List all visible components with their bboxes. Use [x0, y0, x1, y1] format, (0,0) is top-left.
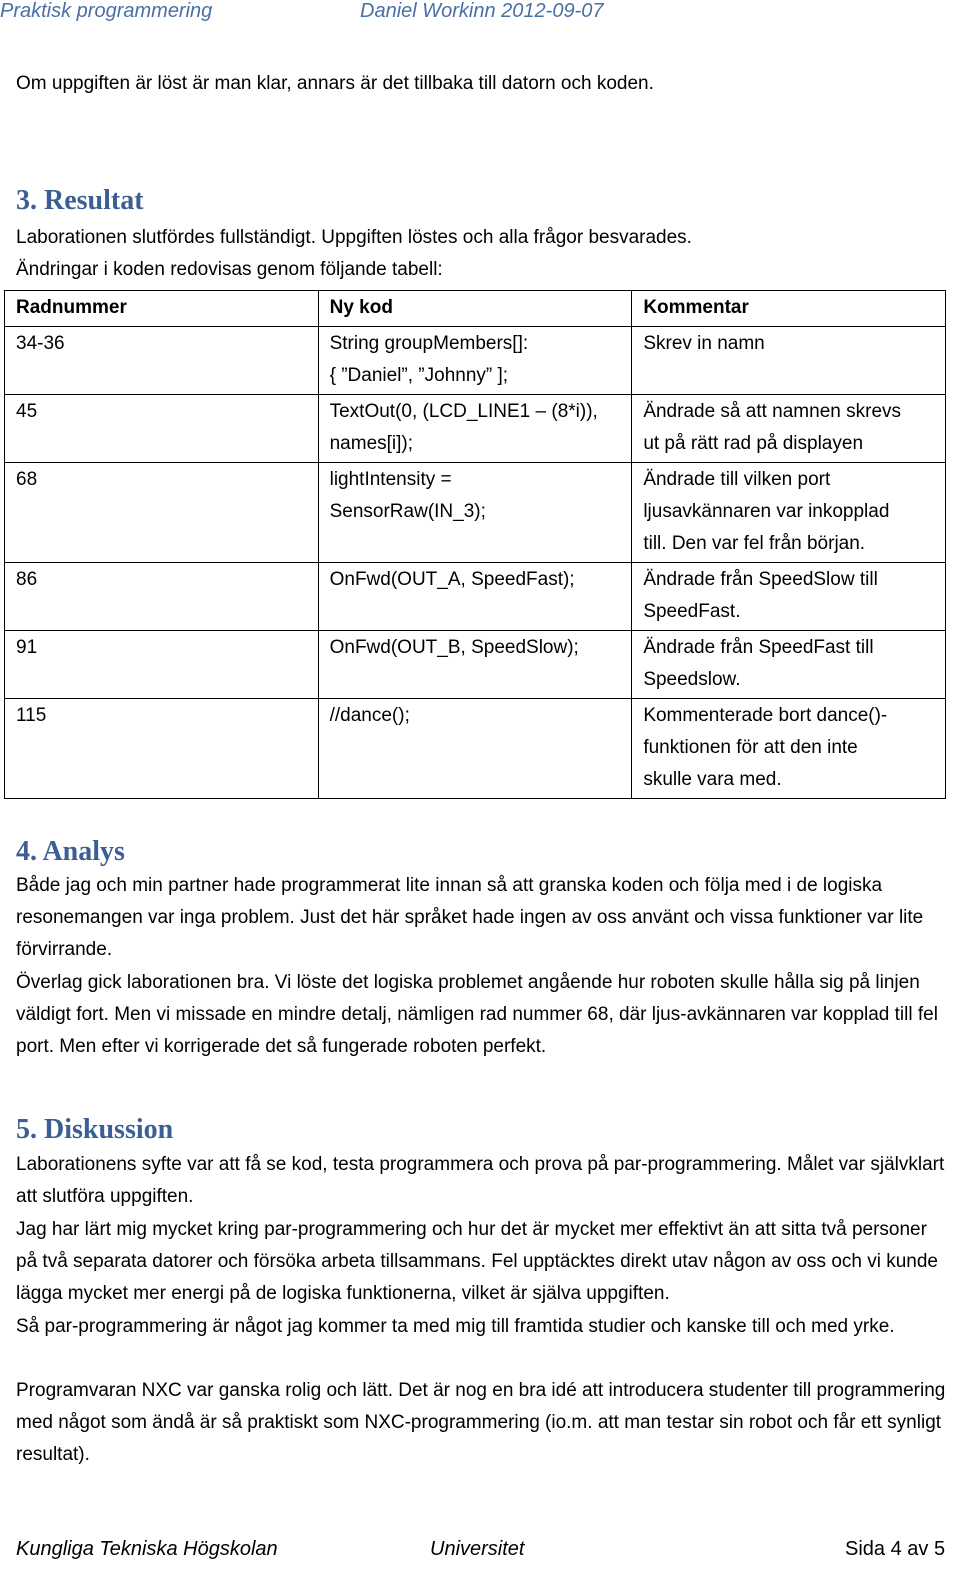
column-header-code: Ny kod	[318, 291, 632, 327]
comment-line: Kommenterade bort dance()-	[643, 705, 888, 726]
analysis-paragraph-1: Både jag och min partner hade programmerat lite innan så att granska koden och följa med i de logiska resonemangen var inga problem. Just det här språket hade ingen av oss använt och vissa funktioner var lite förvirrande.	[16, 875, 924, 960]
cell-line: 86	[5, 563, 319, 631]
analysis-heading: 4. Analys	[16, 836, 125, 867]
header-course: Praktisk programmering	[0, 0, 213, 22]
comment-line: till. Den var fel från början.	[643, 533, 866, 554]
cell-line: 45	[5, 395, 319, 463]
code-line: TextOut(0, (LCD_LINE1 – (8*i)),	[329, 401, 598, 422]
results-heading: 3. Resultat	[16, 185, 144, 216]
column-header-comment: Kommentar	[632, 291, 946, 327]
comment-line: Skrev in namn	[643, 333, 765, 354]
table-row	[5, 395, 946, 463]
results-line-1: Laborationen slutfördes fullständigt. Uppgiften löstes och alla frågor besvarades.	[16, 227, 692, 248]
page-header	[0, 0, 960, 28]
code-line: SensorRaw(IN_3);	[329, 501, 486, 522]
comment-line: SpeedFast.	[643, 601, 741, 622]
cell-comment	[632, 563, 946, 631]
discussion-paragraph-4: Programvaran NXC var ganska rolig och lätt. Det är nog en bra idé att introducera studenter till programmering med något som ändå är så praktiskt som NXC-programmering (io.m. att man testar sin robot och får ett synligt resultat).	[16, 1380, 946, 1465]
cell-code	[318, 395, 632, 463]
comment-line: Ändrade från SpeedFast till	[643, 637, 874, 658]
cell-comment	[632, 699, 946, 799]
cell-line: 34-36	[5, 327, 319, 395]
cell-code	[318, 699, 632, 799]
discussion-paragraph-3: Så par-programmering är något jag kommer ta med mig till framtida studier och kanske till och med yrke.	[16, 1316, 895, 1337]
cell-code	[318, 327, 632, 395]
cell-line: 115	[5, 699, 319, 799]
intro-paragraph: Om uppgiften är löst är man klar, annars är det tillbaka till datorn och koden.	[16, 73, 654, 94]
comment-line: skulle vara med.	[643, 769, 782, 790]
footer-school: Kungliga Tekniska Högskolan	[16, 1538, 278, 1560]
cell-code	[318, 563, 632, 631]
cell-comment	[632, 463, 946, 563]
footer-page-number: Sida 4 av 5	[845, 1538, 946, 1560]
comment-line: Ändrade till vilken port	[643, 469, 831, 490]
cell-line: 91	[5, 631, 319, 699]
cell-comment	[632, 631, 946, 699]
code-line: OnFwd(OUT_B, SpeedSlow);	[329, 637, 579, 658]
discussion-heading: 5. Diskussion	[16, 1114, 174, 1145]
analysis-paragraph-2: Överlag gick laborationen bra. Vi löste det logiska problemet angående hur roboten skulle hålla sig på linjen väldigt fort. Men vi missade en mindre detalj, nämligen rad nummer 68, där ljus-avkännaren var kopplad till fel port. Men efter vi korrigerade det så fungerade roboten perfekt.	[16, 972, 938, 1057]
comment-line: Ändrade från SpeedSlow till	[643, 569, 878, 590]
footer-university: Universitet	[430, 1538, 525, 1560]
cell-comment	[632, 327, 946, 395]
column-header-line: Radnummer	[5, 291, 319, 327]
comment-line: Speedslow.	[643, 669, 741, 690]
discussion-paragraph-1: Laborationens syfte var att få se kod, testa programmera och prova på par-programmering. Målet var självklart att slutföra uppgiften.	[16, 1154, 945, 1207]
header-author-date: Daniel Workinn 2012-09-07	[360, 0, 604, 22]
discussion-paragraph-2: Jag har lärt mig mycket kring par-programmering och hur det är mycket mer effektivt än att sitta två personer på två separata datorer och försöka arbeta tillsammans. Fel upptäcktes direkt utav någon av oss och vi kunde lägga mycket mer energi på de logiska funktionerna, vilket är själva uppgiften.	[16, 1219, 939, 1304]
page-footer	[0, 1538, 960, 1568]
comment-line: ljusavkännaren var inkopplad	[643, 501, 890, 522]
cell-code	[318, 631, 632, 699]
code-line: { ”Daniel”, ”Johnny” ];	[329, 365, 509, 386]
table-row	[5, 563, 946, 631]
results-line-2: Ändringar i koden redovisas genom följande tabell:	[16, 259, 443, 280]
cell-line: 68	[5, 463, 319, 563]
table-row	[5, 631, 946, 699]
table-header-row	[5, 291, 946, 327]
cell-comment	[632, 395, 946, 463]
code-line: names[i]);	[329, 433, 414, 454]
code-line: lightIntensity =	[329, 469, 452, 490]
code-line: //dance();	[329, 705, 410, 726]
table-row	[5, 699, 946, 799]
table-row	[5, 327, 946, 395]
code-line: OnFwd(OUT_A, SpeedFast);	[329, 569, 575, 590]
cell-code	[318, 463, 632, 563]
comment-line: funktionen för att den inte	[643, 737, 858, 758]
comment-line: ut på rätt rad på displayen	[643, 433, 864, 454]
table-row	[5, 463, 946, 563]
changes-table	[4, 290, 946, 799]
comment-line: Ändrade så att namnen skrevs	[643, 401, 902, 422]
code-line: String groupMembers[]:	[329, 333, 529, 354]
